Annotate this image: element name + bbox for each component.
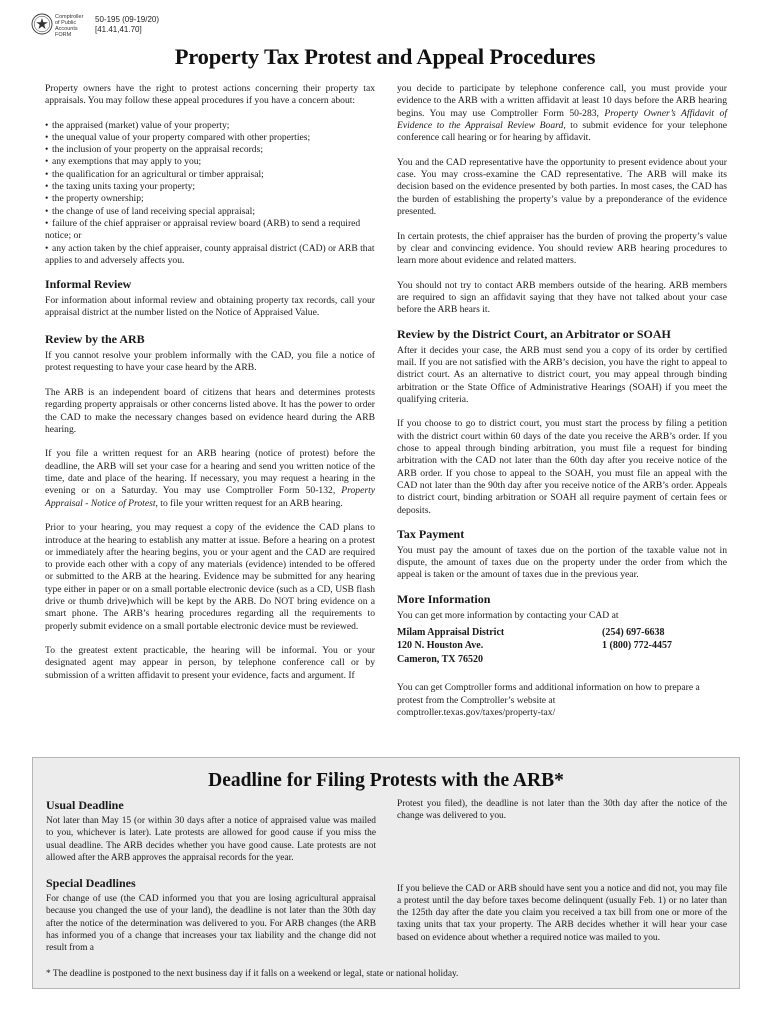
district-court-heading: Review by the District Court, an Arbitrator or SOAH <box>397 326 671 341</box>
tax-payment-text: You must pay the amount of taxes due on the portion of the taxable value not in dispute, the amount of taxes due on the property under the order from which the appeal is taken or the amount of taxes due in the previous year. <box>397 544 727 581</box>
form-50-283-title: Property Owner’s Affidavit of Evidence to the Appraisal Review Board <box>397 107 728 131</box>
deadline-section <box>32 757 740 989</box>
district-court-paragraph-2: If you choose to go to district court, you must start the process by filing a petition with the district court within 60 days of the date you receive the ARB’s order. If you chose to appeal through binding arbitration, you must file a request for binding arbitration with the CAD not later than the 60th day after you receive notice of the ARB order. If you chose to appeal to the SOAH, you must file an appeal with the CAD not later than the 90th day after you receive notice of the ARB’s order. Appeals to district court, binding arbitration or SOAH all require payment of certain fees or deposits. <box>397 418 727 516</box>
comptroller-website-link[interactable]: comptroller.texas.gov/taxes/property-tax/ <box>397 707 556 719</box>
list-item: • the appraised (market) value of your property; <box>45 119 230 131</box>
list-item: • any exemptions that may apply to you; <box>45 156 202 168</box>
list-item: • the qualification for an agricultural or timber appraisal; <box>45 168 264 180</box>
tax-payment-heading: Tax Payment <box>397 526 465 541</box>
list-item: • the property ownership; <box>45 193 144 205</box>
more-information-heading: More Information <box>397 591 491 606</box>
list-item: • failure of the chief appraiser or appraisal review board (ARB) to send a required notice; or <box>45 217 361 242</box>
usual-deadline-text: Not later than May 15 (or within 30 days after a notice of appraised value was mailed to you, whichever is later). Late protests are allowed for good cause if you miss the usual deadline. The ARB decides whether you have good cause. Late protests are not allowed after the ARB approves the appraisal records for the year. <box>46 816 376 863</box>
comptroller-forms-text: You can get Comptroller forms and additional information on how to prepare a protest from the Comptroller’s website at <box>397 682 700 706</box>
arb-paragraph-4: Prior to your hearing, you may request a copy of the evidence the CAD plans to introduce at the hearing to establish any matter at issue. Before a hearing on a protest or immediately after the hearing begins, you or your agent and the CAD are required to provide each other with a copy of any materials (evidence) intended to be offered or submitted to the ARB at the hearing. Evidence may be submitted for any hearing type either in paper or on a small portable electronic device (such as a CD, USB flash drive or thumb drive)which will be kept by the ARB. Do NOT bring evidence on a smart phone. The ARB’s hearing procedures regarding all the requirements to properly submit evidence on a small portable electronic device must be reviewed. <box>45 522 375 632</box>
district-toll-free-phone: 1 (800) 772-4457 <box>602 640 672 652</box>
list-item: • any action taken by the chief appraiser, county appraisal district (CAD) or ARB that applies to and adversely affects you. <box>45 242 375 266</box>
deadline-right-column <box>397 798 727 956</box>
agency-name: Comptroller of Public Accounts FORM <box>55 14 84 38</box>
appraisal-district-contact <box>397 626 727 667</box>
arb-paragraph-1: If you cannot resolve your problem informally with the CAD, you file a notice of protest requesting to have your case heard by the ARB. <box>45 350 375 374</box>
informal-review-text: For information about informal review and obtaining property tax records, call your appraisal district at the number listed on the Notice of Appraised Value. <box>45 295 375 319</box>
deadline-title: Deadline for Filing Protests with the ARB* <box>208 770 564 791</box>
deadline-footnote: * The deadline is postponed to the next business day if it falls on a weekend or legal, state or national holiday. <box>46 969 459 979</box>
arb-change-deadline-text: Protest you filed), the deadline is not later than the 30th day after the notice of the change was delivered to you. <box>397 799 727 822</box>
form-number: 50-195 (09-19/20) [41.41,41.70] <box>95 15 160 34</box>
list-item: • the inclusion of your property on the appraisal records; <box>45 144 264 156</box>
informal-review-heading: Informal Review <box>45 277 132 292</box>
right-column <box>397 83 727 719</box>
list-item: • the unequal value of your property compared with other properties; <box>45 131 311 143</box>
special-deadlines-text: For change of use (the CAD informed you that you are losing agricultural appraisal because you changed the use of your land), the deadline is not later than the 30th day after the notice of the determination was delivered to you. For ARB changes (the ARB has informed you of a change that increases your tax liability and the change did not result from a <box>46 894 376 954</box>
intro-paragraph: Property owners have the right to protest actions concerning their property tax appraisals. You may follow these appeal procedures if you have a concern about: <box>45 83 375 107</box>
list-item: • the change of use of land receiving special appraisal; <box>45 205 255 217</box>
district-street: 120 N. Houston Ave. <box>397 640 484 652</box>
missing-notice-deadline-text: If you believe the CAD or ARB should have sent you a notice and did not, you may file a protest until the day before taxes become delinquent (usually Feb. 1) or no later than the 125th day after the date you claim you received a tax bill from one or more of the taxing units that tax your property. The ARB decides whether it will hear your case based on evidence about whether a required notice was mailed to you. <box>397 883 727 943</box>
burden-paragraph: In certain protests, the chief appraiser has the burden of proving the property’s value by clear and convincing evidence. You should review ARB hearing procedures to learn more about evidence and related matters. <box>397 230 727 267</box>
more-information-text: You can get more information by contacting your CAD at <box>397 609 619 621</box>
usual-deadline-heading: Usual Deadline <box>46 798 124 812</box>
form-50-132-title: Property Appraisal - Notice of Protest <box>45 485 375 509</box>
arb-paragraph-3: If you file a written request for an ARB hearing (notice of protest) before the deadline, the ARB will set your case for a hearing and send you written notice of the time, date and place of the hearing. If necessary, you may request a hearing in the evening or on a Saturday. You may use Comptroller Form 50-132, Property Appraisal - Notice of Protest, to file your written request for an ARB hearing. <box>45 448 375 509</box>
left-column <box>45 83 375 694</box>
contact-arb-paragraph: You should not try to contact ARB members outside of the hearing. ARB members are required to sign an affidavit saying that they have not talked about your case before the ARB hears it. <box>397 279 727 316</box>
arb-review-heading: Review by the ARB <box>45 332 145 347</box>
district-court-paragraph-1: After it decides your case, the ARB must send you a copy of its order by certified mail. If you are not satisfied with the ARB’s decision, you have the right to appeal to district court. As an alternative to district court, you may appeal through binding arbitration or the State Office of Administrative Hearings (SOAH) if you meet the qualifying criteria. <box>397 344 727 405</box>
district-city: Cameron, TX 76520 <box>397 653 484 665</box>
district-phone: (254) 697-6638 <box>602 626 665 638</box>
district-name: Milam Appraisal District <box>397 626 505 638</box>
arb-paragraph-2: The ARB is an independent board of citizens that hears and determines protests regarding property appraisals or other concerns listed above. It has the power to order the CAD to make the necessary changes based on evidence heard during the ARB hearing. <box>45 386 375 435</box>
list-item: • the taxing units taxing your property; <box>45 181 196 193</box>
telephone-hearing-paragraph: you decide to participate by telephone conference call, you must provide your evidence to the ARB with a written affidavit at least 10 days before the ARB hearing begins. You may use Comptroller Form 50-283, Property Owner’s Affidavit of Evidence to the Appraisal Review Board, to submit evidence for your telephone conference call hearing or for hearing by affidavit. <box>397 83 728 144</box>
concern-list <box>45 120 375 268</box>
texas-comptroller-seal-icon <box>31 13 53 35</box>
evidence-paragraph: You and the CAD representative have the opportunity to present evidence about your case. You may cross-examine the CAD representative. The ARB will make its decision based on the evidence presented by both parties. In most cases, the CAD has the burden of establishing the property’s value by a preponderance of the evidence presented. <box>397 156 727 217</box>
deadline-left-column <box>46 798 376 967</box>
page-title: Property Tax Protest and Appeal Procedures <box>174 44 596 69</box>
arb-paragraph-5: To the greatest extent practicable, the hearing will be informal. You or your designated agent may appear in person, by telephone conference call or by submission of a written affidavit to present your evidence, facts and argument. If <box>45 645 375 681</box>
special-deadlines-heading: Special Deadlines <box>46 876 136 891</box>
